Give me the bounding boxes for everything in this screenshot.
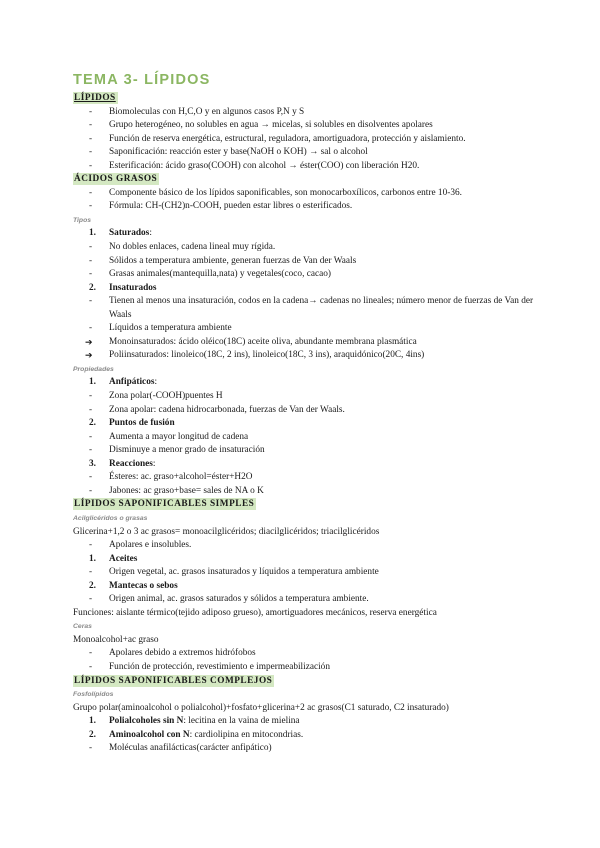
dash-bullet-item xyxy=(73,390,543,404)
arrow-bullet-icon: ➔ xyxy=(85,350,93,361)
dash-bullet-icon: - xyxy=(89,296,93,307)
subsection-label xyxy=(73,512,543,526)
bullet-text: Origen vegetal, ac. grasos insaturados y líquidos a temperatura ambiente xyxy=(109,567,379,578)
numbered-item-term: Aminoalcohol con N xyxy=(109,729,190,740)
numbered-item-detail: : xyxy=(152,458,156,469)
numbered-item-text xyxy=(109,417,543,431)
bullet-text: Función de reserva energética, estructural, reguladora, amortiguadora, protección y aislamiento. xyxy=(109,133,466,144)
notes-body xyxy=(73,92,543,756)
dash-bullet-icon: - xyxy=(89,255,93,266)
dash-bullet-item xyxy=(73,647,543,661)
dash-bullet-item xyxy=(73,146,543,160)
dash-bullet-item xyxy=(73,485,543,499)
section-heading xyxy=(73,173,543,187)
numbered-item-text xyxy=(109,458,543,472)
section-heading-text: LÍPIDOS SAPONIFICABLES COMPLEJOS xyxy=(74,675,273,686)
numbered-item-term: Anfipáticos xyxy=(109,377,155,388)
dash-bullet-item xyxy=(73,661,543,675)
numbered-item xyxy=(73,227,543,241)
dash-bullet-icon: - xyxy=(89,120,93,131)
subsection-label-text: Acilglicéridos o grasas xyxy=(73,514,148,522)
numbered-item-detail: : cardiolipina en mitocondrias. xyxy=(189,729,304,740)
dash-bullet-icon: - xyxy=(89,242,93,253)
bullet-text: Zona polar(-COOH)puentes H xyxy=(109,391,223,402)
dash-bullet-item xyxy=(73,255,543,269)
dash-bullet-item xyxy=(73,106,543,120)
item-number: 1. xyxy=(89,377,96,388)
numbered-item xyxy=(73,715,543,729)
paragraph-text: Glicerina+1,2 o 3 ac grasos= monoacilglicéridos; diacilglicéridos; triacilglicéridos xyxy=(73,526,380,537)
item-number: 2. xyxy=(89,580,96,591)
bullet-text: Aumenta a mayor longitud de cadena xyxy=(109,431,249,442)
bullet-text: Apolares e insolubles. xyxy=(109,540,192,551)
numbered-item xyxy=(73,458,543,472)
numbered-item-term: Saturados xyxy=(109,228,150,239)
numbered-item-text xyxy=(109,282,543,296)
bullet-text: Líquidos a temperatura ambiente xyxy=(109,323,232,334)
bullet-text: Esterificación: ácido graso(COOH) con alcohol → éster(COO) con liberación H20. xyxy=(109,160,420,171)
bullet-text: Jabones: ac graso+base= sales de NA o K xyxy=(109,485,264,496)
bullet-text: Saponificación: reacción ester y base(NaOH o KOH) → sal o alcohol xyxy=(109,147,368,158)
dash-bullet-icon: - xyxy=(89,187,93,198)
numbered-item-term: Polialcoholes sin N xyxy=(109,716,184,727)
bullet-text: Biomoleculas con H,C,O y en algunos casos P,N y S xyxy=(109,106,305,117)
numbered-item xyxy=(73,282,543,296)
bullet-text: Grupo heterogéneo, no solubles en agua → micelas, si solubles en disolventes apolares xyxy=(109,120,433,131)
arrow-bullet-item xyxy=(73,336,543,350)
bullet-text: Grasas animales(mantequilla,nata) y vegetales(coco, cacao) xyxy=(109,269,331,280)
numbered-item-term: Mantecas o sebos xyxy=(109,580,178,591)
numbered-item-detail: : xyxy=(154,377,158,388)
item-number: 2. xyxy=(89,729,96,740)
numbered-item xyxy=(73,580,543,594)
paragraph-text: Monoalcohol+ac graso xyxy=(73,634,159,645)
dash-bullet-item xyxy=(73,742,543,756)
dash-bullet-item xyxy=(73,133,543,147)
dash-bullet-item xyxy=(73,119,543,133)
bullet-text: Componente básico de los lípidos saponificables, son monocarboxílicos, carbonos entre 10-36. xyxy=(109,187,462,198)
section-heading xyxy=(73,498,543,512)
item-number: 1. xyxy=(89,228,96,239)
bullet-text: Fórmula: CH-(CH2)n-COOH, pueden estar libres o esterificados. xyxy=(109,201,353,212)
dash-bullet-item xyxy=(73,295,543,322)
dash-bullet-icon: - xyxy=(89,147,93,158)
arrow-bullet-item xyxy=(73,349,543,363)
dash-bullet-icon: - xyxy=(89,485,93,496)
item-number: 2. xyxy=(89,282,96,293)
dash-bullet-icon: - xyxy=(89,661,93,672)
dash-bullet-item xyxy=(73,539,543,553)
numbered-item-text xyxy=(109,729,543,743)
section-heading xyxy=(73,92,543,106)
bullet-text: Tienen al menos una insaturación, codos en la cadena→ cadenas no lineales; número menor de fuerzas de Van der Waals xyxy=(109,296,534,320)
numbered-item-text xyxy=(109,227,543,241)
dash-bullet-icon: - xyxy=(89,133,93,144)
item-number: 2. xyxy=(89,418,96,429)
dash-bullet-icon: - xyxy=(89,540,93,551)
subsection-label-text: Fosfolípidos xyxy=(73,691,114,699)
dash-bullet-item xyxy=(73,268,543,282)
paragraph-text: Funciones: aislante térmico(tejido adiposo grueso), amortiguadores mecánicos, reserva energética xyxy=(73,607,437,618)
dash-bullet-item xyxy=(73,404,543,418)
numbered-item-term: Insaturados xyxy=(109,282,157,293)
dash-bullet-icon: - xyxy=(89,743,93,754)
dash-bullet-item xyxy=(73,187,543,201)
arrow-bullet-icon: ➔ xyxy=(85,336,93,347)
document-title: TEMA 3- LÍPIDOS xyxy=(73,72,211,88)
dash-bullet-item xyxy=(73,471,543,485)
dash-bullet-icon: - xyxy=(89,472,93,483)
subsection-label xyxy=(73,688,543,702)
numbered-item xyxy=(73,729,543,743)
bullet-text: Zona apolar: cadena hidrocarbonada, fuerzas de Van der Waals. xyxy=(109,404,345,415)
bullet-text: Función de protección, revestimiento e impermeabilización xyxy=(109,661,330,672)
dash-bullet-item xyxy=(73,200,543,214)
paragraph-text: Grupo polar(aminoalcohol o polialcohol)+fosfato+glicerina+2 ac grasos(C1 saturado, C2 insaturado) xyxy=(73,702,449,713)
subsection-label-text: Ceras xyxy=(73,623,92,631)
dash-bullet-icon: - xyxy=(89,648,93,659)
section-heading-text: LÍPIDOS SAPONIFICABLES SIMPLES xyxy=(74,499,255,510)
subsection-label-text: Propiedades xyxy=(73,365,114,373)
bullet-text: No dobles enlaces, cadena lineal muy rígida. xyxy=(109,242,276,253)
dash-bullet-item xyxy=(73,431,543,445)
item-number: 1. xyxy=(89,553,96,564)
dash-bullet-item xyxy=(73,444,543,458)
bullet-text: Disminuye a menor grado de insaturación xyxy=(109,445,265,456)
paragraph-line xyxy=(73,702,543,716)
numbered-item-text xyxy=(109,580,543,594)
dash-bullet-item xyxy=(73,241,543,255)
paragraph-line xyxy=(73,634,543,648)
numbered-item xyxy=(73,553,543,567)
numbered-item-detail: : lecitina en la vaina de mielina xyxy=(183,716,300,727)
numbered-item xyxy=(73,376,543,390)
numbered-item-text xyxy=(109,553,543,567)
paragraph-line xyxy=(73,607,543,621)
bullet-text: Ésteres: ac. graso+alcohol=éster+H2O xyxy=(109,472,253,483)
numbered-item-text xyxy=(109,376,543,390)
subsection-label xyxy=(73,620,543,634)
dash-bullet-icon: - xyxy=(89,201,93,212)
numbered-item-term: Puntos de fusión xyxy=(109,418,175,429)
item-number: 3. xyxy=(89,458,96,469)
bullet-text: Monoinsaturados: ácido oléico(18C) aceite oliva, abundante membrana plasmática xyxy=(109,336,417,347)
dash-bullet-item xyxy=(73,593,543,607)
numbered-item xyxy=(73,417,543,431)
dash-bullet-icon: - xyxy=(89,391,93,402)
subsection-label xyxy=(73,363,543,377)
bullet-text: Moléculas anafilácticas(carácter anfipático) xyxy=(109,743,272,754)
dash-bullet-item xyxy=(73,566,543,580)
bullet-text: Origen animal, ac. grasos saturados y sólidos a temperatura ambiente. xyxy=(109,594,369,605)
bullet-text: Apolares debido a extremos hidrófobos xyxy=(109,648,256,659)
paragraph-line xyxy=(73,526,543,540)
dash-bullet-icon: - xyxy=(89,594,93,605)
dash-bullet-item xyxy=(73,322,543,336)
bullet-text: Poliinsaturados: linoleico(18C, 2 ins), linoleico(18C, 3 ins), araquidónico(20C, 4ins) xyxy=(109,350,425,361)
dash-bullet-icon: - xyxy=(89,567,93,578)
item-number: 1. xyxy=(89,716,96,727)
numbered-item-term: Aceites xyxy=(109,553,138,564)
dash-bullet-icon: - xyxy=(89,404,93,415)
section-heading-text: ÁCIDOS GRASOS xyxy=(74,174,158,185)
dash-bullet-icon: - xyxy=(89,323,93,334)
dash-bullet-icon: - xyxy=(89,269,93,280)
numbered-item-term: Reacciones xyxy=(109,458,153,469)
subsection-label-text: Tipos xyxy=(73,216,92,224)
dash-bullet-icon: - xyxy=(89,160,93,171)
bullet-text: Sólidos a temperatura ambiente, generan fuerzas de Van der Waals xyxy=(109,255,357,266)
section-heading-text: LÍPIDOS xyxy=(74,93,116,103)
dash-bullet-icon: - xyxy=(89,445,93,456)
dash-bullet-icon: - xyxy=(89,431,93,442)
section-heading xyxy=(73,675,543,689)
dash-bullet-item xyxy=(73,160,543,174)
subsection-label xyxy=(73,214,543,228)
numbered-item-text xyxy=(109,715,543,729)
dash-bullet-icon: - xyxy=(89,106,93,117)
numbered-item-detail: : xyxy=(149,228,152,239)
